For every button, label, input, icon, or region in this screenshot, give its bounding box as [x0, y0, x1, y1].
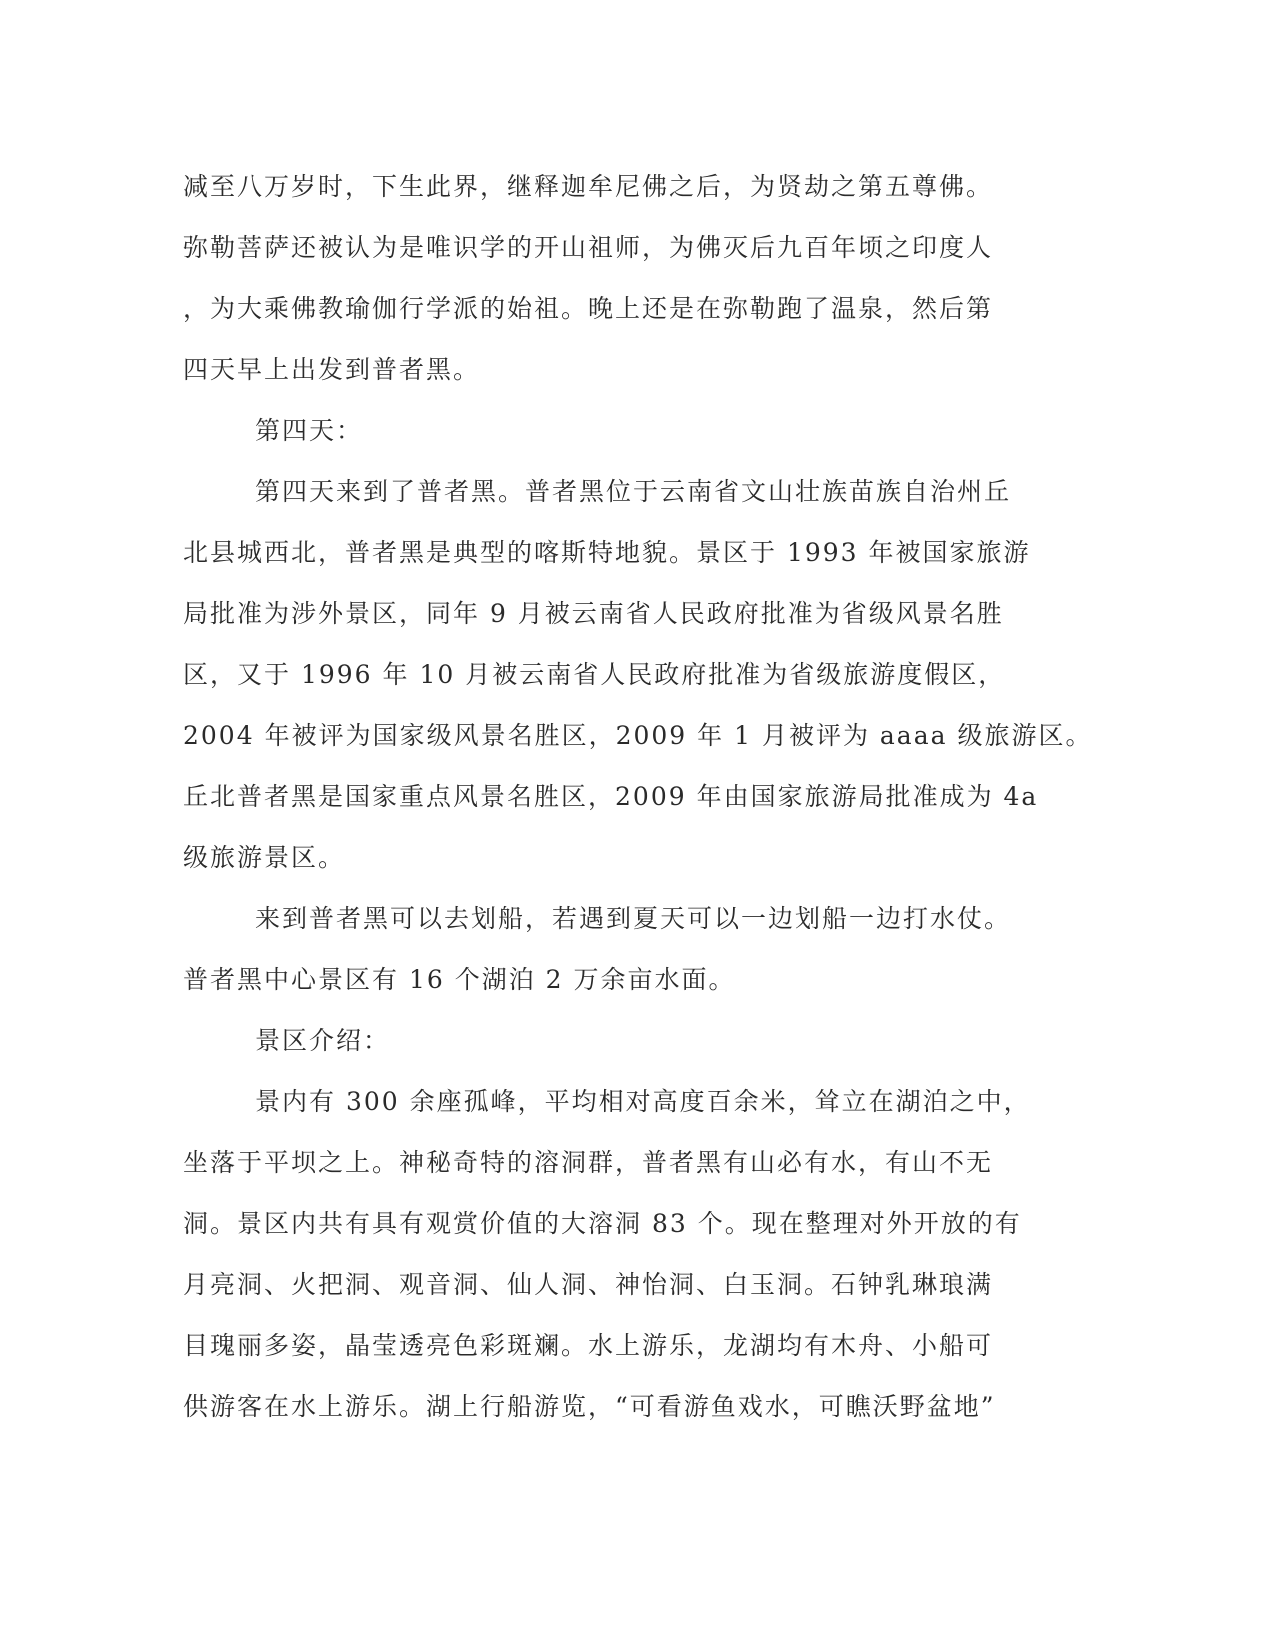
text-line-7: 北县城西北，普者黑是典型的喀斯特地貌。景区于 1993 年被国家旅游: [183, 538, 1031, 567]
text-line-3: ，为大乘佛教瑜伽行学派的始祖。晚上还是在弥勒跑了温泉，然后第: [183, 294, 994, 323]
text-line-16: 景内有 300 余座孤峰，平均相对高度百余米，耸立在湖泊之中，: [255, 1087, 1031, 1116]
text-line-20: 目瑰丽多姿，晶莹透亮色彩斑斓。水上游乐，龙湖均有木舟、小船可: [183, 1331, 994, 1360]
section-heading-scenic-intro: 景区介绍：: [255, 1026, 391, 1055]
text-line-14: 普者黑中心景区有 16 个湖泊 2 万余亩水面。: [183, 965, 736, 994]
text-line-2: 弥勒菩萨还被认为是唯识学的开山祖师，为佛灭后九百年顷之印度人: [183, 233, 994, 262]
section-heading-day-four: 第四天：: [255, 416, 364, 445]
document-body: [183, 156, 1093, 1437]
text-line-19: 月亮洞、火把洞、观音洞、仙人洞、神怡洞、白玉洞。石钟乳琳琅满: [183, 1270, 994, 1299]
text-line-4: 四天早上出发到普者黑。: [183, 355, 481, 384]
text-line-10: 2004 年被评为国家级风景名胜区，2009 年 1 月被评为 aaaa 级旅游区。: [183, 721, 1093, 750]
text-line-9: 区，又于 1996 年 10 月被云南省人民政府批准为省级旅游度假区，: [183, 660, 1006, 689]
text-line-8: 局批准为涉外景区，同年 9 月被云南省人民政府批准为省级风景名胜: [183, 599, 1004, 628]
text-line-6: 第四天来到了普者黑。普者黑位于云南省文山壮族苗族自治州丘: [255, 477, 1012, 506]
text-line-12: 级旅游景区。: [183, 843, 346, 872]
text-line-18: 洞。景区内共有具有观赏价值的大溶洞 83 个。现在整理对外开放的有: [183, 1209, 1022, 1238]
text-line-13: 来到普者黑可以去划船，若遇到夏天可以一边划船一边打水仗。: [255, 904, 1012, 933]
text-line-17: 坐落于平坝之上。神秘奇特的溶洞群，普者黑有山必有水，有山不无: [183, 1148, 994, 1177]
text-line-1: 减至八万岁时，下生此界，继释迦牟尼佛之后，为贤劫之第五尊佛。: [183, 172, 994, 201]
text-line-21: 供游客在水上游乐。湖上行船游览，“可看游鱼戏水，可瞧沃野盆地”: [183, 1392, 996, 1421]
text-line-11: 丘北普者黑是国家重点风景名胜区，2009 年由国家旅游局批准成为 4a: [183, 782, 1039, 811]
